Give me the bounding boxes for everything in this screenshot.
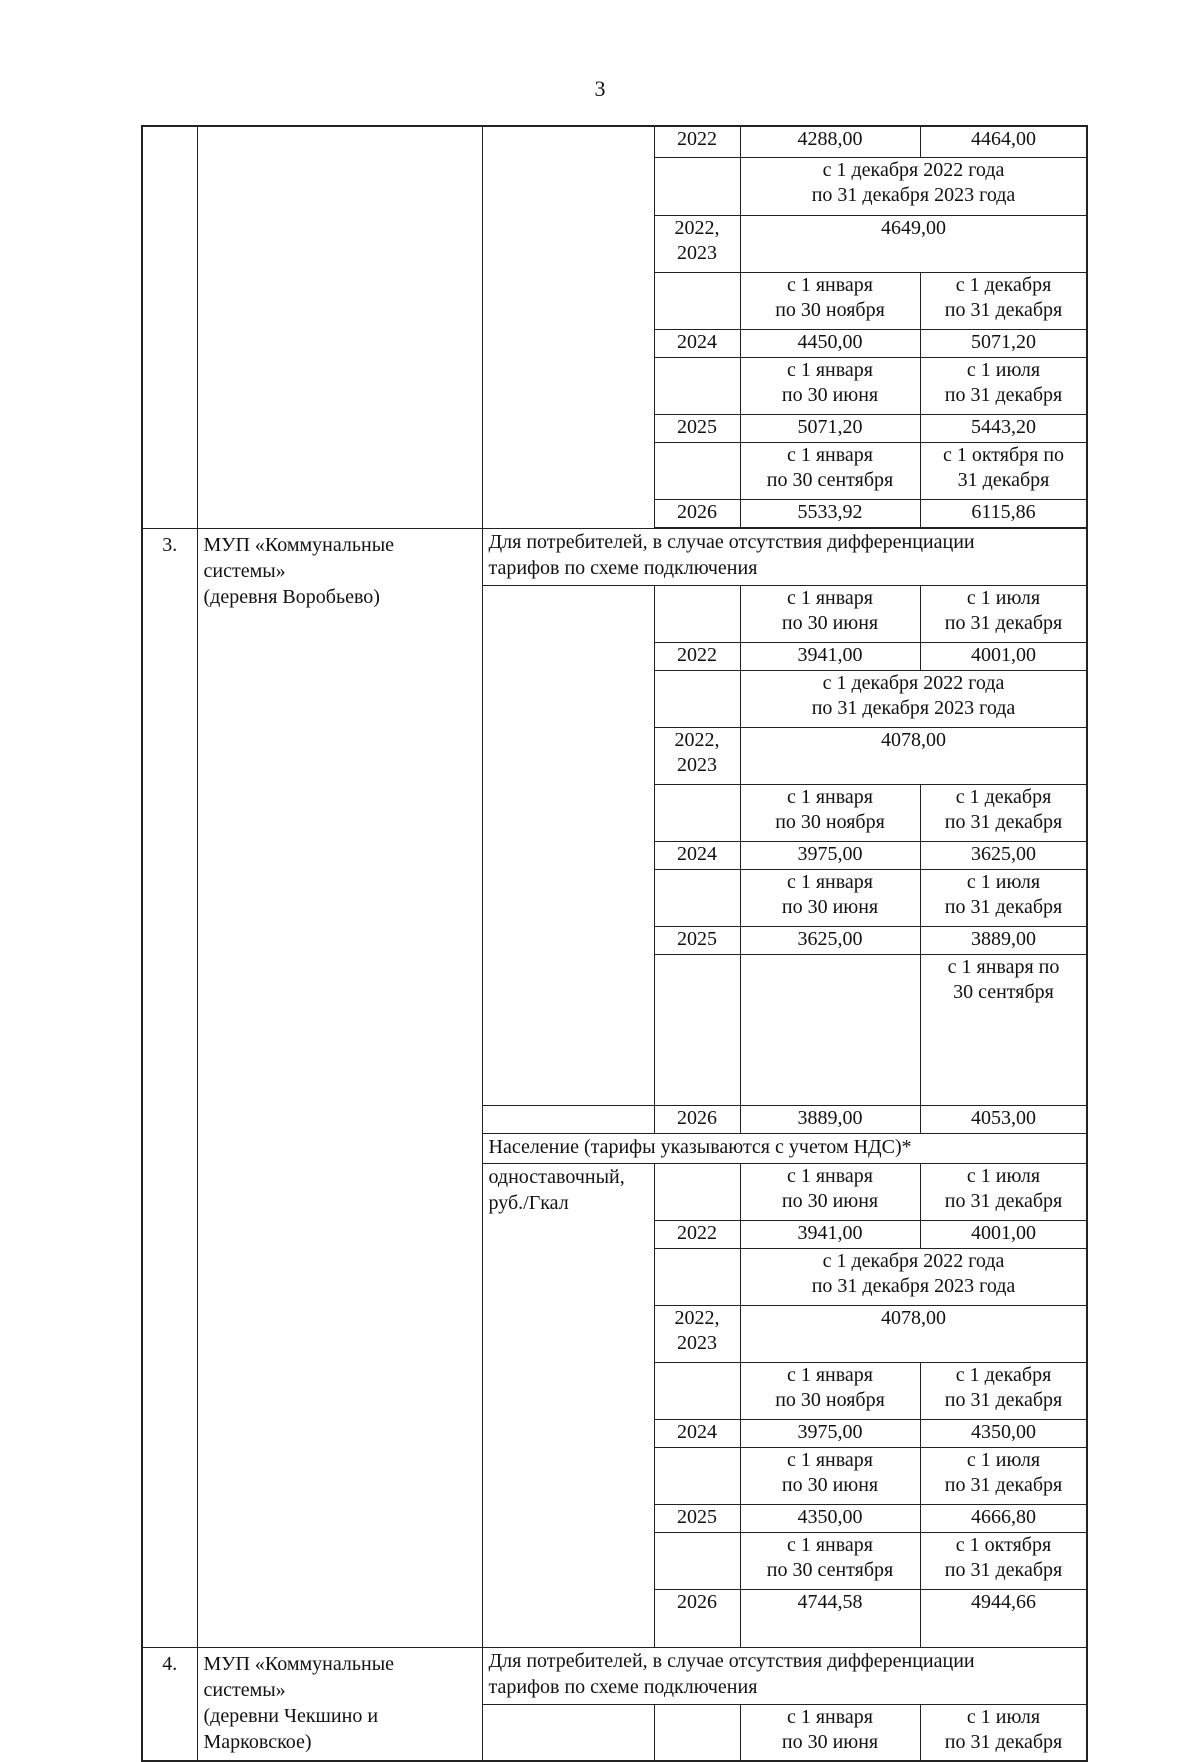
tariff-value: 4450,00 bbox=[740, 329, 920, 357]
period-header: с 1 июля по 31 декабря bbox=[920, 1447, 1087, 1504]
tariff-table bbox=[141, 125, 1088, 1762]
period-header: с 1 января по 30 ноября bbox=[740, 784, 920, 841]
year-cell-empty bbox=[654, 272, 740, 329]
page-number: 3 bbox=[594, 76, 606, 101]
tariff-value: 3975,00 bbox=[740, 841, 920, 869]
period-header: с 1 января по 30 сентября bbox=[740, 1532, 920, 1589]
period-header: с 1 января по 30 июня bbox=[740, 869, 920, 926]
period-header: с 1 января по 30 июня bbox=[740, 357, 920, 414]
year-cell: 2022 bbox=[654, 1220, 740, 1248]
tariff-value: 5071,20 bbox=[740, 414, 920, 442]
period-header: с 1 декабря по 31 декабря bbox=[920, 272, 1087, 329]
year-cell-empty bbox=[654, 869, 740, 926]
period-header: с 1 июля по 31 декабря bbox=[920, 1163, 1087, 1220]
row-number: 3. bbox=[142, 528, 197, 1647]
tariff-value: 3625,00 bbox=[740, 926, 920, 954]
year-cell: 2022 bbox=[654, 642, 740, 670]
tariff-value: 4464,00 bbox=[920, 126, 1087, 157]
tariff-value: 3941,00 bbox=[740, 642, 920, 670]
row-number-cell bbox=[142, 126, 197, 528]
year-cell-empty bbox=[654, 670, 740, 727]
year-cell-empty bbox=[740, 954, 920, 1105]
tariff-value: 5533,92 bbox=[740, 499, 920, 527]
org-name: МУП «Коммунальные системы» (деревня Воробьево) bbox=[197, 528, 482, 1647]
period-header: с 1 января по 30 июня bbox=[740, 1447, 920, 1504]
tariff-value: 4350,00 bbox=[740, 1504, 920, 1532]
period-header: с 1 декабря 2022 года по 31 декабря 2023 года bbox=[740, 670, 1087, 727]
period-header: с 1 октября по 31 декабря bbox=[920, 442, 1087, 499]
year-cell-empty bbox=[654, 1362, 740, 1419]
year-cell-empty bbox=[654, 1532, 740, 1589]
section-heading: Для потребителей, в случае отсутствия дифференциации тарифов по схеме подключения bbox=[482, 1647, 1087, 1704]
period-header: с 1 декабря по 31 декабря bbox=[920, 784, 1087, 841]
tariff-type-cell bbox=[482, 1105, 654, 1133]
tariff-value: 5071,20 bbox=[920, 329, 1087, 357]
tariff-value: 4001,00 bbox=[920, 642, 1087, 670]
year-cell: 2022, 2023 bbox=[654, 215, 740, 272]
period-header: с 1 января по 30 сентября bbox=[920, 954, 1087, 1105]
period-header: с 1 января по 30 июня bbox=[740, 585, 920, 642]
year-cell-empty bbox=[654, 1447, 740, 1504]
tariff-value: 4666,80 bbox=[920, 1504, 1087, 1532]
year-cell-empty bbox=[654, 1163, 740, 1220]
year-cell-empty bbox=[654, 357, 740, 414]
year-cell: 2022, 2023 bbox=[654, 727, 740, 784]
year-cell: 2026 bbox=[654, 1589, 740, 1647]
section-heading: Население (тарифы указываются с учетом НДС)* bbox=[482, 1133, 1087, 1163]
tariff-type-cell bbox=[654, 954, 740, 1105]
tariff-value: 3625,00 bbox=[920, 841, 1087, 869]
period-header: с 1 января по 30 ноября bbox=[740, 272, 920, 329]
year-cell: 2026 bbox=[654, 1105, 740, 1133]
tariff-value: 3889,00 bbox=[740, 1105, 920, 1133]
tariff-value: 4001,00 bbox=[920, 1220, 1087, 1248]
year-cell-empty bbox=[654, 157, 740, 215]
tariff-value: 4288,00 bbox=[740, 126, 920, 157]
tariff-value: 4053,00 bbox=[920, 1105, 1087, 1133]
year-cell: 2025 bbox=[654, 926, 740, 954]
year-cell: 2025 bbox=[654, 414, 740, 442]
year-cell: 2026 bbox=[654, 499, 740, 527]
tariff-type-cell bbox=[482, 1704, 654, 1761]
table-row bbox=[142, 1647, 1087, 1704]
section-heading: Для потребителей, в случае отсутствия дифференциации тарифов по схеме подключения bbox=[482, 528, 1087, 585]
tariff-value: 6115,86 bbox=[920, 499, 1087, 527]
tariff-type: одноставочный, руб./Гкал bbox=[482, 1163, 654, 1647]
tariff-value: 4744,58 bbox=[740, 1589, 920, 1647]
tariff-value: 5443,20 bbox=[920, 414, 1087, 442]
year-cell: 2024 bbox=[654, 1419, 740, 1447]
tariff-value: 4649,00 bbox=[740, 215, 1087, 272]
period-header: с 1 января по 30 ноября bbox=[740, 1362, 920, 1419]
year-cell-empty bbox=[654, 1704, 740, 1761]
tariff-type-cell bbox=[482, 585, 654, 1105]
year-cell: 2024 bbox=[654, 841, 740, 869]
period-header: с 1 января по 30 июня bbox=[740, 1704, 920, 1761]
period-header: с 1 июля по 31 декабря bbox=[920, 585, 1087, 642]
tariff-value: 3975,00 bbox=[740, 1419, 920, 1447]
period-header: с 1 декабря 2022 года по 31 декабря 2023 года bbox=[740, 1248, 1087, 1305]
period-header: с 1 июля по 31 декабря bbox=[920, 357, 1087, 414]
year-cell-empty bbox=[654, 442, 740, 499]
year-cell: 2025 bbox=[654, 1504, 740, 1532]
period-header: с 1 декабря по 31 декабря bbox=[920, 1362, 1087, 1419]
year-cell: 2024 bbox=[654, 329, 740, 357]
period-header: с 1 декабря 2022 года по 31 декабря 2023 года bbox=[740, 157, 1087, 215]
tariff-value: 4078,00 bbox=[740, 727, 1087, 784]
year-cell-empty bbox=[654, 585, 740, 642]
org-name: МУП «Коммунальные системы» (деревни Чекшино и Марковское) bbox=[197, 1647, 482, 1761]
period-header: с 1 октября по 31 декабря bbox=[920, 1532, 1087, 1589]
tariff-value: 3889,00 bbox=[920, 926, 1087, 954]
year-cell: 2022 bbox=[654, 126, 740, 157]
period-header: с 1 января по 30 сентября bbox=[740, 442, 920, 499]
table-row bbox=[142, 126, 1087, 157]
period-header: с 1 июля по 31 декабря bbox=[920, 869, 1087, 926]
tariff-type-cell bbox=[482, 126, 654, 528]
year-cell: 2022, 2023 bbox=[654, 1305, 740, 1362]
period-header: с 1 июля по 31 декабря bbox=[920, 1704, 1087, 1761]
period-header: с 1 января по 30 июня bbox=[740, 1163, 920, 1220]
row-number: 4. bbox=[142, 1647, 197, 1761]
tariff-value: 4078,00 bbox=[740, 1305, 1087, 1362]
org-cell bbox=[197, 126, 482, 528]
tariff-value: 4350,00 bbox=[920, 1419, 1087, 1447]
tariff-value: 4944,66 bbox=[920, 1589, 1087, 1647]
year-cell-empty bbox=[654, 784, 740, 841]
year-cell-empty bbox=[654, 1248, 740, 1305]
tariff-value: 3941,00 bbox=[740, 1220, 920, 1248]
table-row bbox=[142, 528, 1087, 585]
